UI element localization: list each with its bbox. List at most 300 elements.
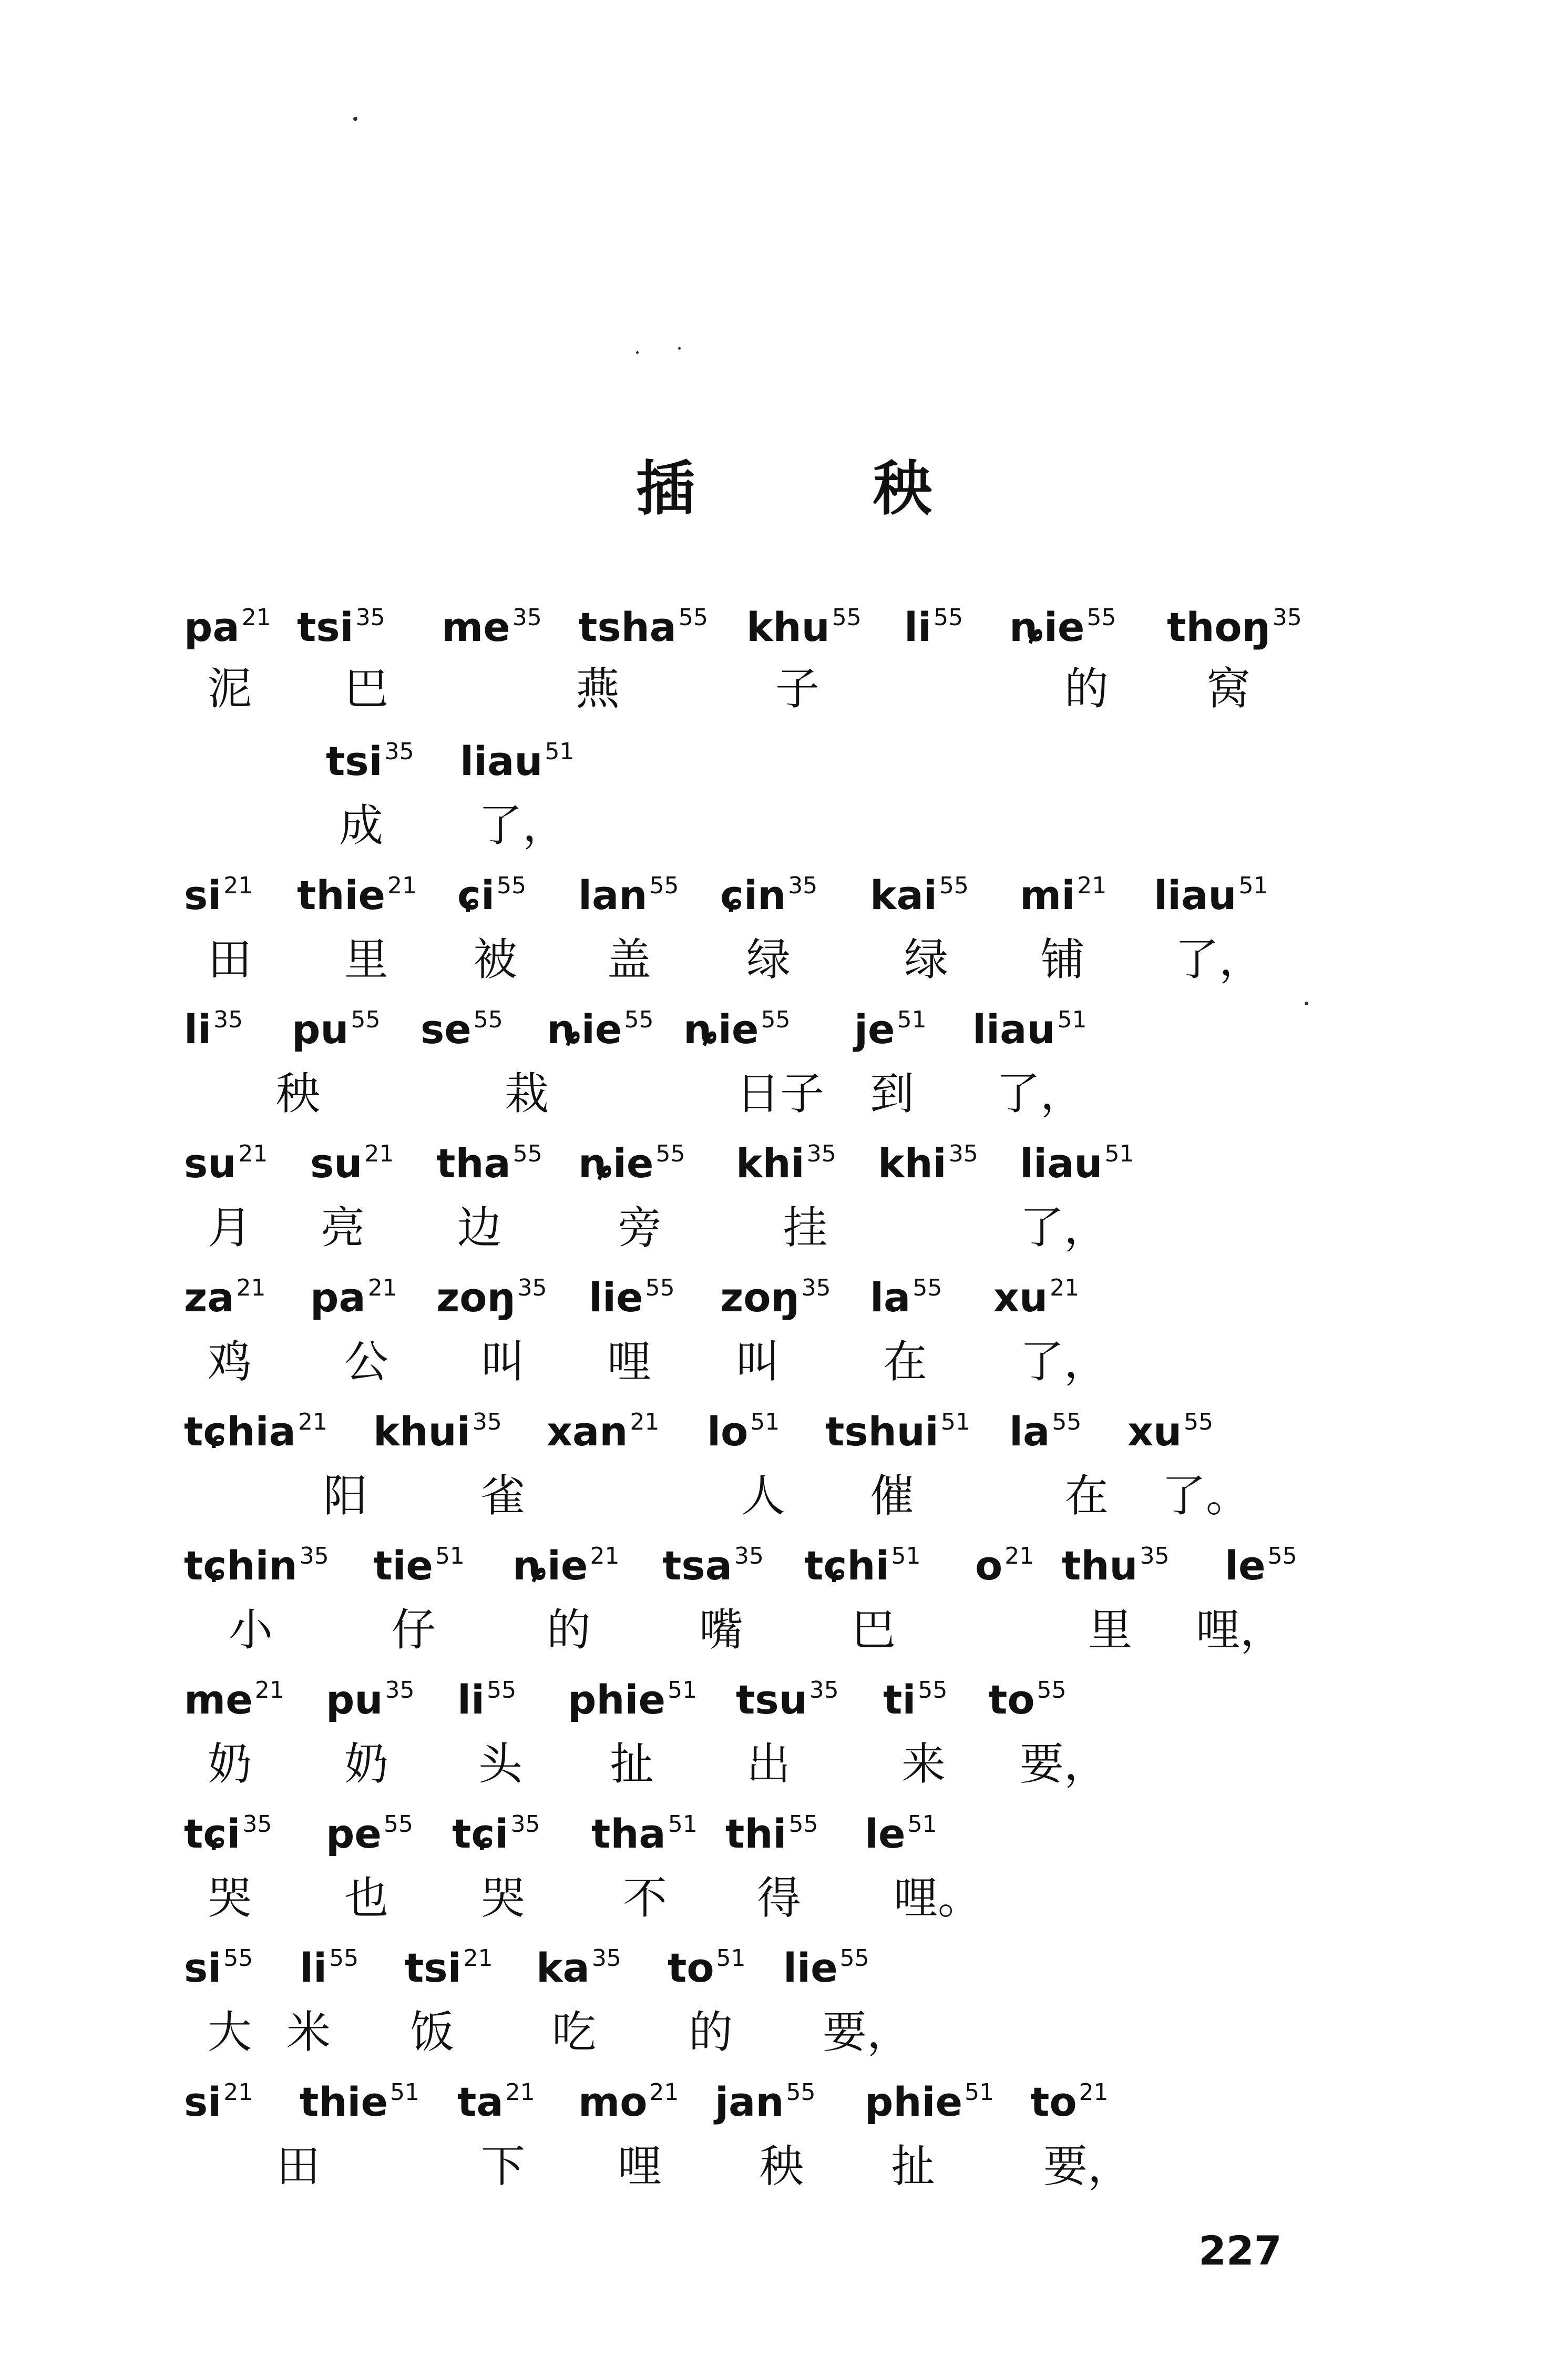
chinese-gloss: 要， — [1020, 1738, 1109, 1790]
syllable-text: ti — [883, 1676, 916, 1723]
syllable-text: si — [184, 1944, 222, 1991]
phonetic-syllable — [452, 1801, 540, 1858]
tone-number: 35 — [591, 1945, 621, 1972]
phonetic-syllable — [536, 1935, 621, 1992]
chinese-gloss: 月 — [208, 1202, 252, 1253]
chinese-gloss: 燕 — [576, 663, 620, 715]
phonetic-syllable — [547, 1399, 659, 1455]
tone-number: 21 — [367, 1274, 397, 1301]
phonetic-syllable — [547, 996, 653, 1053]
tone-number: 35 — [734, 1543, 764, 1569]
chinese-gloss: 叫 — [481, 1336, 526, 1388]
phonetic-syllable — [883, 1667, 947, 1724]
phonetic-line — [0, 996, 1568, 1075]
chinese-gloss: 了， — [996, 1068, 1085, 1119]
tone-number: 55 — [934, 604, 964, 631]
syllable-text: liau — [1020, 1140, 1103, 1187]
chinese-gloss: 窝 — [1206, 663, 1251, 715]
chinese-gloss: 日子 — [736, 1068, 825, 1119]
syllable-text: je — [854, 1006, 895, 1053]
syllable-text: me — [184, 1676, 253, 1723]
syllable-text: ta — [457, 2078, 504, 2125]
chinese-gloss: 仔 — [392, 1604, 436, 1656]
phonetic-syllable — [804, 1533, 921, 1589]
phonetic-syllable — [184, 2069, 253, 2126]
tone-number: 55 — [788, 1811, 818, 1838]
phonetic-syllable — [184, 1399, 327, 1455]
tone-number: 51 — [1104, 1140, 1134, 1167]
tone-number: 51 — [668, 1677, 698, 1704]
syllable-text: xan — [547, 1408, 628, 1455]
chinese-gloss: 在 — [883, 1336, 928, 1388]
syllable-text: mo — [578, 2078, 648, 2125]
phonetic-syllable — [988, 1667, 1067, 1724]
chinese-gloss: 了， — [1175, 934, 1264, 985]
phonetic-syllable — [1009, 594, 1116, 651]
syllable-text: li — [300, 1944, 327, 1991]
phonetic-syllable — [405, 1935, 493, 1992]
phonetic-syllable — [725, 1801, 818, 1858]
tone-number: 21 — [364, 1140, 394, 1167]
chinese-gloss: 绿 — [746, 934, 791, 985]
syllable-text: ȵie — [683, 1006, 759, 1053]
chinese-gloss: 盖 — [607, 934, 652, 985]
chinese-gloss: 叫 — [736, 1336, 781, 1388]
tone-number: 55 — [839, 1945, 869, 1972]
chinese-gloss: 成 — [339, 800, 384, 851]
phonetic-syllable — [1009, 1399, 1081, 1455]
chinese-gloss: 得 — [757, 1872, 802, 1924]
syllable-text: se — [421, 1006, 472, 1053]
phonetic-syllable — [746, 594, 862, 651]
chinese-gloss: 栽 — [505, 1068, 549, 1119]
syllable-text: su — [184, 1140, 237, 1187]
tone-number: 55 — [939, 872, 969, 899]
tone-number: 21 — [1050, 1274, 1080, 1301]
tone-number: 21 — [298, 1409, 327, 1435]
tone-number: 55 — [832, 604, 862, 631]
chinese-gloss: 里 — [344, 934, 389, 985]
tone-number: 35 — [242, 1811, 272, 1838]
tone-number: 21 — [1005, 1543, 1034, 1569]
chinese-gloss: 边 — [457, 1202, 502, 1253]
phonetic-line — [0, 728, 1568, 807]
chinese-gloss: 的 — [689, 2006, 733, 2058]
syllable-text: pu — [326, 1676, 383, 1723]
syllable-text: phie — [865, 2078, 963, 2125]
syllable-text: zoŋ — [720, 1274, 800, 1321]
tone-number: 35 — [385, 1677, 415, 1704]
phonetic-syllable — [326, 1801, 413, 1858]
tone-number: 55 — [1037, 1677, 1067, 1704]
phonetic-syllable — [436, 1130, 542, 1187]
tone-number: 55 — [1267, 1543, 1297, 1569]
tone-number: 35 — [355, 604, 385, 631]
tone-number: 55 — [918, 1677, 948, 1704]
chinese-gloss: 哭 — [481, 1872, 526, 1924]
syllable-text: li — [904, 604, 932, 650]
chinese-gloss: 出 — [746, 1738, 791, 1790]
phonetic-syllable — [421, 996, 503, 1053]
phonetic-syllable — [975, 1533, 1034, 1589]
syllable-text: la — [870, 1274, 911, 1321]
phonetic-syllable — [184, 1667, 284, 1724]
syllable-text: tsha — [578, 604, 677, 650]
tone-number: 21 — [463, 1945, 493, 1972]
syllable-text: xu — [993, 1274, 1048, 1321]
syllable-text: mi — [1020, 872, 1075, 919]
chinese-gloss: 泥 — [208, 663, 252, 715]
tone-number: 21 — [590, 1543, 620, 1569]
syllable-text: thoŋ — [1167, 604, 1270, 650]
tone-number: 35 — [1272, 604, 1302, 631]
syllable-text: khi — [878, 1140, 947, 1187]
chinese-gloss: 到 — [870, 1068, 915, 1119]
phonetic-syllable — [707, 1399, 780, 1455]
syllable-text: tsi — [297, 604, 354, 650]
tone-number: 35 — [512, 604, 542, 631]
phonetic-syllable — [184, 862, 253, 919]
tone-number: 35 — [806, 1140, 836, 1167]
phonetic-syllable — [668, 1935, 746, 1992]
tone-number: 51 — [897, 1006, 927, 1033]
phonetic-line — [0, 862, 1568, 941]
phonetic-syllable — [865, 2069, 994, 2126]
phonetic-syllable — [972, 996, 1087, 1053]
chinese-gloss: 的 — [1064, 663, 1109, 715]
syllable-text: thie — [300, 2078, 388, 2125]
phonetic-syllable — [1225, 1533, 1297, 1589]
chinese-gloss: 下 — [481, 2140, 526, 2192]
phonetic-syllable — [373, 1399, 502, 1455]
syllable-text: khu — [746, 604, 830, 650]
tone-number: 21 — [223, 872, 253, 899]
tone-number: 51 — [940, 1409, 970, 1435]
phonetic-syllable — [736, 1667, 839, 1724]
tone-number: 51 — [891, 1543, 921, 1569]
chinese-gloss: 催 — [870, 1470, 915, 1522]
phonetic-syllable — [1020, 1130, 1134, 1187]
syllable-text: ɕin — [720, 872, 786, 919]
phonetic-line — [0, 1533, 1568, 1612]
phonetic-syllable — [591, 1801, 698, 1858]
chinese-gloss: 大 — [208, 2006, 252, 2058]
phonetic-line — [0, 594, 1568, 673]
syllable-text: khui — [373, 1408, 470, 1455]
syllable-text: si — [184, 872, 222, 919]
syllable-text: ȵie — [578, 1140, 654, 1187]
tone-number: 55 — [1087, 604, 1116, 631]
syllable-text: to — [668, 1944, 714, 1991]
syllable-text: to — [1030, 2078, 1077, 2125]
chinese-gloss: 秧 — [760, 2140, 804, 2192]
phonetic-syllable — [715, 2069, 815, 2126]
tone-number: 21 — [223, 2079, 253, 2106]
syllable-text: tsi — [405, 1944, 462, 1991]
phonetic-syllable — [184, 996, 243, 1053]
chinese-gloss: 哩 — [607, 1336, 652, 1388]
phonetic-syllable — [993, 1265, 1079, 1321]
phonetic-syllable — [1154, 862, 1268, 919]
phonetic-syllable — [184, 1801, 272, 1858]
syllable-text: lo — [707, 1408, 749, 1455]
syllable-text: tsi — [326, 738, 383, 784]
tone-number: 21 — [241, 604, 271, 631]
chinese-gloss: 了， — [1020, 1202, 1109, 1253]
syllable-text: lan — [578, 872, 648, 919]
chinese-gloss: 铺 — [1041, 934, 1085, 985]
syllable-text: tɕhin — [184, 1542, 298, 1589]
syllable-text: tɕhi — [804, 1542, 889, 1589]
phonetic-syllable — [300, 1935, 358, 1992]
chinese-line — [0, 2140, 1568, 2219]
phonetic-line — [0, 1667, 1568, 1746]
phonetic-syllable — [825, 1399, 970, 1455]
tone-number: 21 — [387, 872, 417, 899]
syllable-text: ka — [536, 1944, 590, 1991]
phonetic-syllable — [865, 1801, 937, 1858]
tone-number: 55 — [223, 1945, 253, 1972]
page-number: 227 — [1198, 2227, 1282, 2274]
tone-number: 35 — [517, 1274, 547, 1301]
syllable-text: li — [457, 1676, 485, 1723]
syllable-text: lie — [783, 1944, 838, 1991]
phonetic-syllable — [436, 1265, 547, 1321]
chinese-gloss: 绿 — [904, 934, 949, 985]
phonetic-line — [0, 1399, 1568, 1477]
phonetic-line — [0, 2069, 1568, 2148]
tone-number: 35 — [788, 872, 818, 899]
chinese-gloss: 哩 — [618, 2140, 662, 2192]
chinese-gloss: 里 — [1088, 1604, 1133, 1656]
phonetic-syllable — [326, 728, 414, 785]
phonetic-syllable — [457, 2069, 535, 2126]
phonetic-syllable — [736, 1130, 836, 1187]
phonetic-syllable — [589, 1265, 675, 1321]
tone-number: 55 — [678, 604, 708, 631]
tone-number: 35 — [299, 1543, 329, 1569]
phonetic-syllable — [662, 1533, 764, 1589]
tone-number: 51 — [668, 1811, 698, 1838]
syllable-text: liau — [460, 738, 543, 784]
syllable-text: liau — [1154, 872, 1237, 919]
syllable-text: ȵie — [1009, 604, 1085, 650]
chinese-gloss: 扯 — [891, 2140, 936, 2192]
chinese-gloss: 秧 — [276, 1068, 321, 1119]
syllable-text: la — [1009, 1408, 1050, 1455]
phonetic-syllable — [578, 2069, 679, 2126]
chinese-gloss: 小 — [229, 1604, 273, 1656]
chinese-gloss: 哭 — [208, 1872, 252, 1924]
phonetic-line — [0, 1130, 1568, 1209]
phonetic-syllable — [578, 1130, 685, 1187]
tone-number: 55 — [513, 1140, 542, 1167]
syllable-text: thie — [297, 872, 386, 919]
chinese-gloss: 子 — [775, 663, 820, 715]
syllable-text: to — [988, 1676, 1035, 1723]
phonetic-syllable — [457, 862, 526, 919]
page-title: 插 秧 — [636, 455, 1011, 523]
syllable-text: kai — [870, 872, 937, 919]
syllable-text: tha — [436, 1140, 511, 1187]
phonetic-syllable — [373, 1533, 465, 1589]
syllable-text: tɕhia — [184, 1408, 296, 1455]
syllable-text: za — [184, 1274, 234, 1321]
chinese-gloss: 旁 — [618, 1202, 662, 1253]
print-speck — [353, 117, 357, 121]
chinese-gloss: 亮 — [321, 1202, 365, 1253]
chinese-gloss: 公 — [344, 1336, 389, 1388]
syllable-text: su — [310, 1140, 363, 1187]
phonetic-syllable — [1128, 1399, 1213, 1455]
tone-number: 35 — [510, 1811, 540, 1838]
chinese-gloss: 挂 — [783, 1202, 828, 1253]
chinese-gloss: 了， — [1020, 1336, 1109, 1388]
tone-number: 55 — [1184, 1409, 1214, 1435]
syllable-text: me — [442, 604, 510, 650]
chinese-gloss: 的 — [547, 1604, 591, 1656]
tone-number: 51 — [907, 1811, 937, 1838]
chinese-gloss: 田 — [208, 934, 252, 985]
phonetic-syllable — [300, 2069, 419, 2126]
phonetic-line — [0, 1935, 1568, 2014]
phonetic-syllable — [513, 1533, 619, 1589]
chinese-gloss: 在 — [1064, 1470, 1109, 1522]
phonetic-syllable — [720, 862, 817, 919]
tone-number: 21 — [236, 1274, 266, 1301]
syllable-text: pa — [184, 604, 240, 650]
tone-number: 55 — [649, 872, 679, 899]
tone-number: 35 — [801, 1274, 831, 1301]
phonetic-line — [0, 1801, 1568, 1880]
tone-number: 51 — [390, 2079, 420, 2106]
chinese-gloss: 了， — [478, 800, 567, 851]
chinese-gloss: 嘴 — [699, 1604, 744, 1656]
chinese-gloss: 要， — [1043, 2140, 1132, 2192]
tone-number: 21 — [630, 1409, 660, 1435]
syllable-text: o — [975, 1542, 1003, 1589]
chinese-gloss: 不 — [623, 1872, 668, 1924]
chinese-gloss: 田 — [276, 2140, 321, 2192]
phonetic-syllable — [1020, 862, 1106, 919]
syllable-text: li — [184, 1006, 212, 1053]
chinese-gloss: 了。 — [1162, 1470, 1251, 1522]
phonetic-syllable — [457, 1667, 516, 1724]
chinese-gloss: 哩。 — [894, 1872, 982, 1924]
chinese-gloss: 阳 — [323, 1470, 368, 1522]
syllable-text: ȵie — [513, 1542, 588, 1589]
tone-number: 51 — [435, 1543, 465, 1569]
tone-number: 51 — [716, 1945, 746, 1972]
chinese-gloss: 巴 — [852, 1604, 896, 1656]
tone-number: 55 — [1052, 1409, 1082, 1435]
phonetic-syllable — [1062, 1533, 1170, 1589]
phonetic-syllable — [578, 594, 708, 651]
tone-number: 35 — [1140, 1543, 1170, 1569]
tone-number: 55 — [383, 1811, 413, 1838]
tone-number: 21 — [254, 1677, 284, 1704]
print-speck — [678, 347, 681, 350]
syllable-text: tsa — [662, 1542, 732, 1589]
phonetic-syllable — [184, 1130, 268, 1187]
phonetic-syllable — [854, 996, 927, 1053]
phonetic-syllable — [870, 1265, 942, 1321]
tone-number: 51 — [1057, 1006, 1087, 1033]
phonetic-syllable — [184, 1533, 329, 1589]
phonetic-syllable — [184, 594, 271, 651]
tone-number: 21 — [649, 2079, 679, 2106]
syllable-text: thu — [1062, 1542, 1138, 1589]
phonetic-syllable — [297, 594, 385, 651]
syllable-text: xu — [1128, 1408, 1182, 1455]
chinese-gloss: 鸡 — [208, 1336, 252, 1388]
chinese-gloss: 头 — [478, 1738, 523, 1790]
chinese-gloss: 米 — [286, 2006, 331, 2058]
phonetic-syllable — [878, 1130, 978, 1187]
syllable-text: ȵie — [547, 1006, 622, 1053]
tone-number: 55 — [497, 872, 527, 899]
syllable-text: le — [865, 1810, 906, 1857]
chinese-gloss: 扯 — [610, 1738, 654, 1790]
phonetic-syllable — [720, 1265, 831, 1321]
chinese-gloss: 也 — [344, 1872, 389, 1924]
tone-number: 55 — [913, 1274, 942, 1301]
print-speck — [636, 351, 639, 354]
phonetic-syllable — [184, 1935, 253, 1992]
tone-number: 55 — [487, 1677, 517, 1704]
syllable-text: phie — [568, 1676, 666, 1723]
phonetic-syllable — [310, 1265, 397, 1321]
chinese-gloss: 饭 — [410, 2006, 455, 2058]
syllable-text: si — [184, 2078, 222, 2125]
syllable-text: thi — [725, 1810, 787, 1857]
syllable-text: tie — [373, 1542, 433, 1589]
syllable-text: zoŋ — [436, 1274, 516, 1321]
chinese-gloss: 奶 — [344, 1738, 389, 1790]
chinese-gloss: 巴 — [344, 663, 389, 715]
phonetic-syllable — [783, 1935, 869, 1992]
tone-number: 21 — [1077, 872, 1107, 899]
syllable-text: le — [1225, 1542, 1266, 1589]
tone-number: 51 — [750, 1409, 780, 1435]
tone-number: 55 — [329, 1945, 359, 1972]
syllable-text: khi — [736, 1140, 805, 1187]
chinese-gloss: 被 — [473, 934, 518, 985]
tone-number: 51 — [545, 738, 575, 765]
tone-number: 55 — [473, 1006, 503, 1033]
tone-number: 55 — [655, 1140, 685, 1167]
chinese-gloss: 吃 — [552, 2006, 597, 2058]
syllable-text: pa — [310, 1274, 366, 1321]
tone-number: 35 — [809, 1677, 839, 1704]
tone-number: 55 — [761, 1006, 791, 1033]
syllable-text: lie — [589, 1274, 643, 1321]
tone-number: 55 — [624, 1006, 654, 1033]
syllable-text: liau — [972, 1006, 1055, 1053]
syllable-text: tɕi — [184, 1810, 241, 1857]
tone-number: 55 — [351, 1006, 381, 1033]
syllable-text: jan — [715, 2078, 784, 2125]
tone-number: 55 — [786, 2079, 816, 2106]
tone-number: 35 — [472, 1409, 502, 1435]
syllable-text: tha — [591, 1810, 666, 1857]
syllable-text: tɕi — [452, 1810, 509, 1857]
syllable-text: tshui — [825, 1408, 939, 1455]
tone-number: 21 — [238, 1140, 268, 1167]
syllable-text: pu — [292, 1006, 349, 1053]
syllable-text: ɕi — [457, 872, 495, 919]
phonetic-line — [0, 1265, 1568, 1343]
